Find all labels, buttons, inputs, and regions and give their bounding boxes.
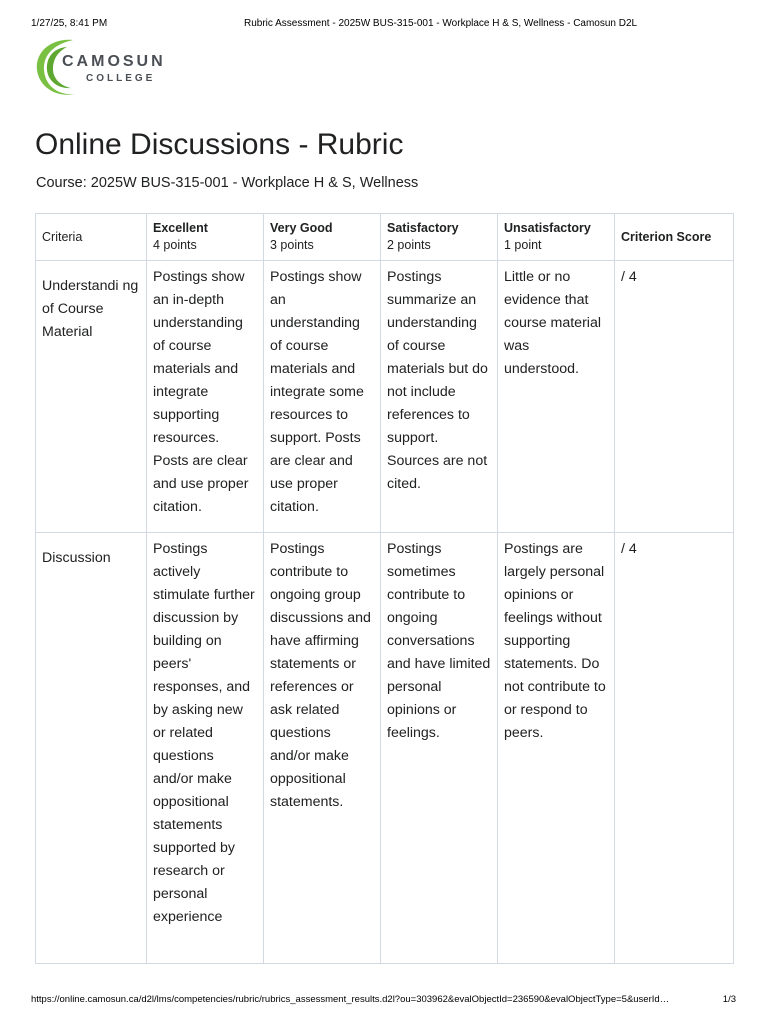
rubric-cell-satisfactory: Postings sometimes contribute to ongoing conversations and have limited personal opinions or feelings. [381,533,498,964]
level-header-very-good [264,214,381,261]
level-header-excellent [147,214,264,261]
level-header-satisfactory [381,214,498,261]
print-footer [31,994,736,1008]
page-title: Online Discussions - Rubric [35,128,404,161]
print-header [31,18,736,32]
criteria-header: Criteria [36,214,147,261]
rubric-cell-satisfactory: Postings summarize an understanding of course materials but do not include references to support. Sources are not cited. [381,261,498,533]
print-url: https://online.camosun.ca/d2l/lms/competencies/rubric/rubrics_assessment_results.d2l?ou=303962&evalObjectId=236590&evalObjectType=5&userId… [31,994,670,1005]
level-name: Satisfactory [387,221,459,235]
course-name: Course: 2025W BUS-315-001 - Workplace H & S, Wellness [36,175,419,191]
level-name: Excellent [153,221,208,235]
print-document-title: Rubric Assessment - 2025W BUS-315-001 - Workplace H & S, Wellness - Camosun D2L [244,18,638,29]
rubric-cell-unsatisfactory: Little or no evidence that course material was understood. [498,261,615,533]
level-points: 4 points [153,238,197,252]
rubric-table [35,213,734,964]
criterion-score: / 4 [615,261,734,533]
criterion-score-header: Criterion Score [615,214,734,261]
level-name: Unsatisfactory [504,221,591,235]
print-date: 1/27/25, 8:41 PM [31,18,108,29]
logo-subtext: COLLEGE [86,73,156,84]
level-points: 1 point [504,238,542,252]
rubric-cell-unsatisfactory: Postings are largely personal opinions or feelings without supporting statements. Do not contribute to or respond to peers. [498,533,615,964]
level-name: Very Good [270,221,333,235]
page-number: 1/3 [722,994,736,1005]
logo-wordmark: CAMOSUN [62,53,166,70]
criterion-name: Discussion [36,533,147,964]
rubric-row-understanding [36,261,734,533]
criterion-name: Understandi ng of Course Material [36,261,147,533]
rubric-cell-excellent: Postings actively stimulate further discussion by building on peers' responses, and by asking new or related questions and/or make oppositional statements supported by research or personal experience [147,533,264,964]
rubric-header-row [36,214,734,261]
rubric-row-discussion [36,533,734,964]
criterion-score: / 4 [615,533,734,964]
rubric-cell-excellent: Postings show an in-depth understanding of course materials and integrate supporting resources. Posts are clear and use proper citation. [147,261,264,533]
level-header-unsatisfactory [498,214,615,261]
camosun-logo[interactable] [33,36,193,98]
rubric-cell-very-good: Postings contribute to ongoing group discussions and have affirming statements or references or ask related questions and/or make oppositional statements. [264,533,381,964]
rubric-cell-very-good: Postings show an understanding of course materials and integrate some resources to support. Posts are clear and use proper citation. [264,261,381,533]
level-points: 3 points [270,238,314,252]
level-points: 2 points [387,238,431,252]
